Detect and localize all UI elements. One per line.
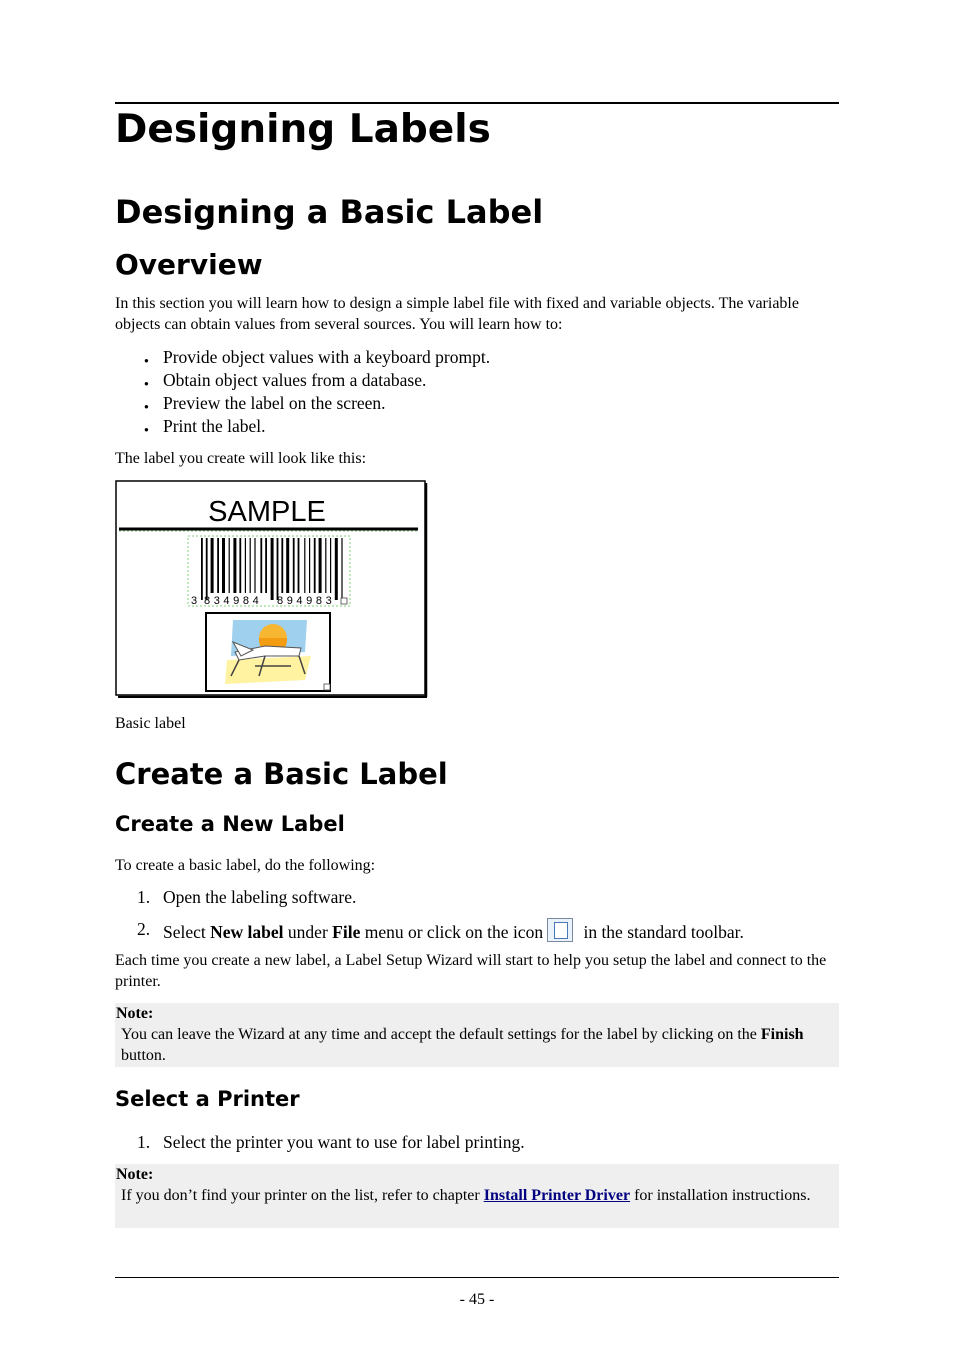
list-item: ● Print the label. — [115, 415, 490, 438]
barcode-bar — [239, 538, 241, 593]
barcode-bar — [314, 538, 316, 593]
barcode-bar — [222, 538, 225, 593]
page-number: - 45 - — [459, 1291, 495, 1308]
printer-steps — [115, 1131, 525, 1153]
sample-text: SAMPLE — [208, 496, 326, 528]
step-number: 2. — [137, 919, 151, 939]
install-printer-driver-link[interactable]: Install Printer Driver — [483, 1187, 631, 1204]
barcode-bar — [335, 538, 338, 600]
new-label-steps — [115, 886, 744, 950]
figure-caption: Basic label — [115, 715, 186, 732]
step-text: Select — [163, 922, 211, 942]
barcode-bar — [325, 538, 326, 593]
barcode-digit-left: 3 — [191, 595, 198, 607]
step-number: 1. — [137, 1132, 151, 1152]
step-text: in the standard toolbar. — [579, 922, 744, 942]
note-title: Note: — [116, 1005, 154, 1022]
barcode-bar — [201, 538, 203, 600]
wizard-paragraph: Each time you create a new label, a Label Setup Wizard will start to help you setup the label and connect to the printer. — [115, 952, 827, 990]
step-text: Open the labeling software. — [163, 887, 357, 907]
list-item — [115, 886, 744, 918]
step-text: under — [283, 922, 333, 942]
barcode-bar — [330, 538, 331, 593]
barcode-bar — [286, 538, 289, 593]
barcode-digits-left-group: 834984 — [204, 595, 263, 607]
note-body — [116, 1024, 837, 1066]
barcode-bar — [229, 538, 230, 593]
menu-file: File — [332, 922, 361, 942]
create-intro-paragraph: To create a basic label, do the following: — [115, 857, 376, 874]
note-text: button. — [121, 1047, 166, 1064]
barcode-bar — [319, 538, 322, 593]
list-item — [115, 1131, 525, 1153]
barcode-bar — [281, 538, 283, 593]
note-box — [115, 1164, 839, 1228]
barcode-bar — [271, 538, 274, 600]
barcode-bar — [250, 538, 251, 593]
note-box — [115, 1003, 839, 1067]
chapter-title: Designing Labels — [115, 107, 491, 152]
sample-label-figure — [115, 480, 428, 698]
list-item — [115, 918, 744, 950]
note-text: If you don’t find your printer on the list, refer to chapter — [121, 1187, 484, 1204]
note-text: for installation instructions. — [630, 1187, 811, 1204]
barcode-bar — [298, 538, 300, 593]
subsection-title-create-new-label: Create a New Label — [115, 812, 345, 836]
section-title-designing-basic-label: Designing a Basic Label — [115, 193, 544, 231]
barcode-icon — [201, 538, 343, 600]
barcode-bar — [233, 538, 236, 593]
barcode-bar — [217, 538, 219, 593]
section-title-create-basic-label: Create a Basic Label — [115, 757, 448, 791]
note-title: Note: — [116, 1166, 154, 1183]
note-text: You can leave the Wizard at any time and accept the default settings for the label by clicking on the — [121, 1026, 761, 1043]
barcode-bar — [341, 538, 342, 600]
step-text: menu or click on the icon — [360, 922, 544, 942]
barcode-bar — [245, 538, 246, 593]
barcode-bar — [254, 538, 255, 593]
step-number: 1. — [137, 887, 151, 907]
barcode-bar — [304, 538, 305, 593]
subsection-title-select-printer: Select a Printer — [115, 1087, 300, 1111]
barcode-bar — [309, 538, 310, 593]
barcode-bar — [211, 538, 214, 593]
menu-item-new-label: New label — [210, 922, 284, 942]
label-intro-paragraph: The label you create will look like this: — [115, 450, 367, 467]
barcode-digits-right-group: 894983 — [277, 595, 336, 607]
objectives-list — [115, 346, 490, 438]
new-label-icon — [547, 918, 573, 942]
footer-rule — [115, 1277, 839, 1278]
note-body — [116, 1185, 837, 1206]
beach-chair-sun-icon — [225, 620, 311, 684]
barcode-bar — [206, 538, 208, 600]
finish-button-ref: Finish — [760, 1026, 804, 1043]
list-item: ● Provide object values with a keyboard prompt. — [115, 346, 490, 369]
barcode-bar — [277, 538, 279, 600]
barcode-bar — [260, 538, 262, 593]
barcode-bar — [265, 538, 267, 593]
step-text: Select the printer you want to use for label printing. — [163, 1132, 525, 1152]
overview-paragraph: In this section you will learn how to design a simple label file with fixed and variable objects. The variable objects can obtain values from several sources. You will learn how to: — [115, 295, 799, 333]
list-item: ● Preview the label on the screen. — [115, 392, 490, 415]
barcode-bar — [293, 538, 295, 593]
list-item: ● Obtain object values from a database. — [115, 369, 490, 392]
subsection-title-overview: Overview — [115, 248, 263, 281]
top-rule — [115, 102, 839, 104]
